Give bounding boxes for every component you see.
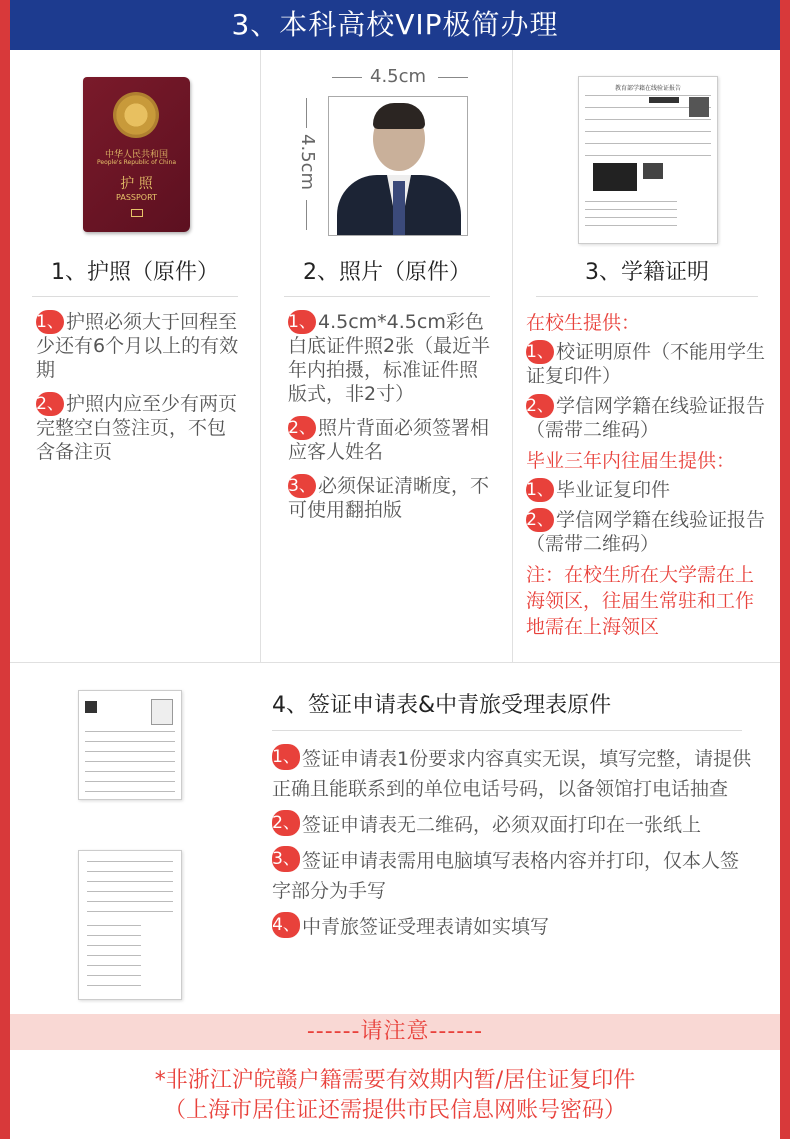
passport-column	[10, 50, 261, 662]
divider	[536, 296, 758, 297]
list-item	[288, 474, 496, 522]
requirements-panel	[10, 50, 780, 1139]
visa-application-form-image	[78, 690, 182, 800]
list-item	[526, 508, 772, 556]
item-text: 学信网学籍在线验证报告（需带二维码）	[526, 395, 766, 441]
item-text: 中青旅签证受理表请如实填写	[302, 916, 550, 938]
divider	[32, 296, 238, 297]
list-item	[272, 744, 752, 804]
list-item	[272, 810, 752, 840]
list-item	[272, 846, 752, 906]
photo-width-label: 4.5cm	[370, 66, 427, 87]
list-item	[288, 310, 496, 406]
visa-form-requirements	[272, 744, 752, 948]
notice-line-2: （上海市居住证还需提供市民信息网账号密码）	[163, 1098, 626, 1123]
number-badge: 4、	[272, 912, 300, 938]
notice-text	[10, 1066, 780, 1126]
divider	[10, 662, 780, 663]
number-badge: 2、	[36, 394, 64, 414]
number-badge: 2、	[272, 810, 300, 836]
number-badge: 1、	[526, 342, 554, 362]
dimension-line	[332, 77, 362, 78]
page-header	[10, 0, 780, 50]
item-text: 护照内应至少有两页完整空白签注页，不包含备注页	[36, 393, 238, 463]
passport-image	[83, 77, 190, 232]
item-text: 签证申请表1份要求内容真实无误，填写完整，请提供正确且能联系到的单位电话号码，以备领馆打电话抽查	[272, 748, 752, 800]
passport-country-cn: 中华人民共和国	[104, 150, 168, 160]
student-status-title: 3、学籍证明	[585, 260, 709, 285]
list-item	[526, 394, 772, 442]
item-text: 学信网学籍在线验证报告（需带二维码）	[526, 509, 766, 555]
list-item	[526, 478, 772, 502]
number-badge: 1、	[36, 312, 64, 332]
passport-requirements	[36, 310, 244, 474]
dimension-line	[306, 98, 307, 128]
student-status-column	[514, 50, 780, 662]
list-item	[36, 310, 244, 382]
item-text: 4.5cm*4.5cm彩色白底证件照2张（最近半年内拍摄，标准证件照版式，非2寸）	[288, 311, 491, 405]
passport-title: 1、护照（原件）	[51, 260, 219, 285]
photo-column	[262, 50, 513, 662]
item-text: 护照必须大于回程至少还有6个月以上的有效期	[36, 311, 239, 381]
divider	[284, 296, 490, 297]
number-badge: 3、	[288, 476, 316, 496]
graduate-label: 毕业三年内往届生提供：	[526, 450, 736, 472]
number-badge: 1、	[272, 744, 300, 770]
list-item	[272, 912, 752, 942]
item-text: 毕业证复印件	[556, 479, 671, 501]
photo-title: 2、照片（原件）	[303, 260, 471, 285]
passport-label-cn: 护 照	[120, 176, 153, 192]
item-text: 签证申请表需用电脑填写表格内容并打印，仅本人签字部分为手写	[272, 850, 740, 902]
number-badge: 2、	[526, 396, 554, 416]
acceptance-form-image	[78, 850, 182, 1000]
id-photo-sample	[328, 96, 468, 236]
national-emblem-icon	[113, 92, 159, 138]
passport-label-en: PASSPORT	[116, 193, 157, 202]
notice-banner	[10, 1014, 780, 1050]
list-item	[36, 392, 244, 464]
photo-height-label: 4.5cm	[297, 134, 318, 191]
item-text: 校证明原件（不能用学生证复印件）	[526, 341, 766, 387]
number-badge: 2、	[288, 418, 316, 438]
divider	[272, 730, 742, 731]
item-text: 必须保证清晰度，不可使用翻拍版	[288, 475, 490, 521]
photo-requirements	[288, 310, 496, 532]
verification-report-image	[578, 76, 718, 244]
visa-form-title: 4、签证申请表&中青旅受理表原件	[272, 693, 612, 718]
list-item	[526, 340, 772, 388]
number-badge: 1、	[288, 312, 316, 332]
number-badge: 2、	[526, 510, 554, 530]
dimension-line	[306, 200, 307, 230]
report-doc-title: 教育部学籍在线验证报告	[614, 85, 681, 92]
number-badge: 3、	[272, 846, 300, 872]
item-text: 照片背面必须签署相应客人姓名	[288, 417, 490, 463]
passport-country-en: People's Republic of China	[97, 159, 176, 166]
dimension-line	[438, 77, 468, 78]
notice-title: ------请注意------	[306, 1019, 484, 1044]
region-note: 注：在校生所在大学需在上海领区，往届生常驻和工作地需在上海领区	[526, 564, 755, 638]
item-text: 签证申请表无二维码，必须双面打印在一张纸上	[302, 814, 702, 836]
list-item	[288, 416, 496, 464]
header-title: 3、本科高校VIP极简办理	[231, 8, 559, 41]
chip-icon	[131, 209, 143, 217]
current-student-label: 在校生提供：	[526, 312, 641, 334]
student-status-requirements	[526, 310, 772, 644]
number-badge: 1、	[526, 480, 554, 500]
notice-line-1: *非浙江沪皖赣户籍需要有效期内暂/居住证复印件	[154, 1068, 636, 1093]
